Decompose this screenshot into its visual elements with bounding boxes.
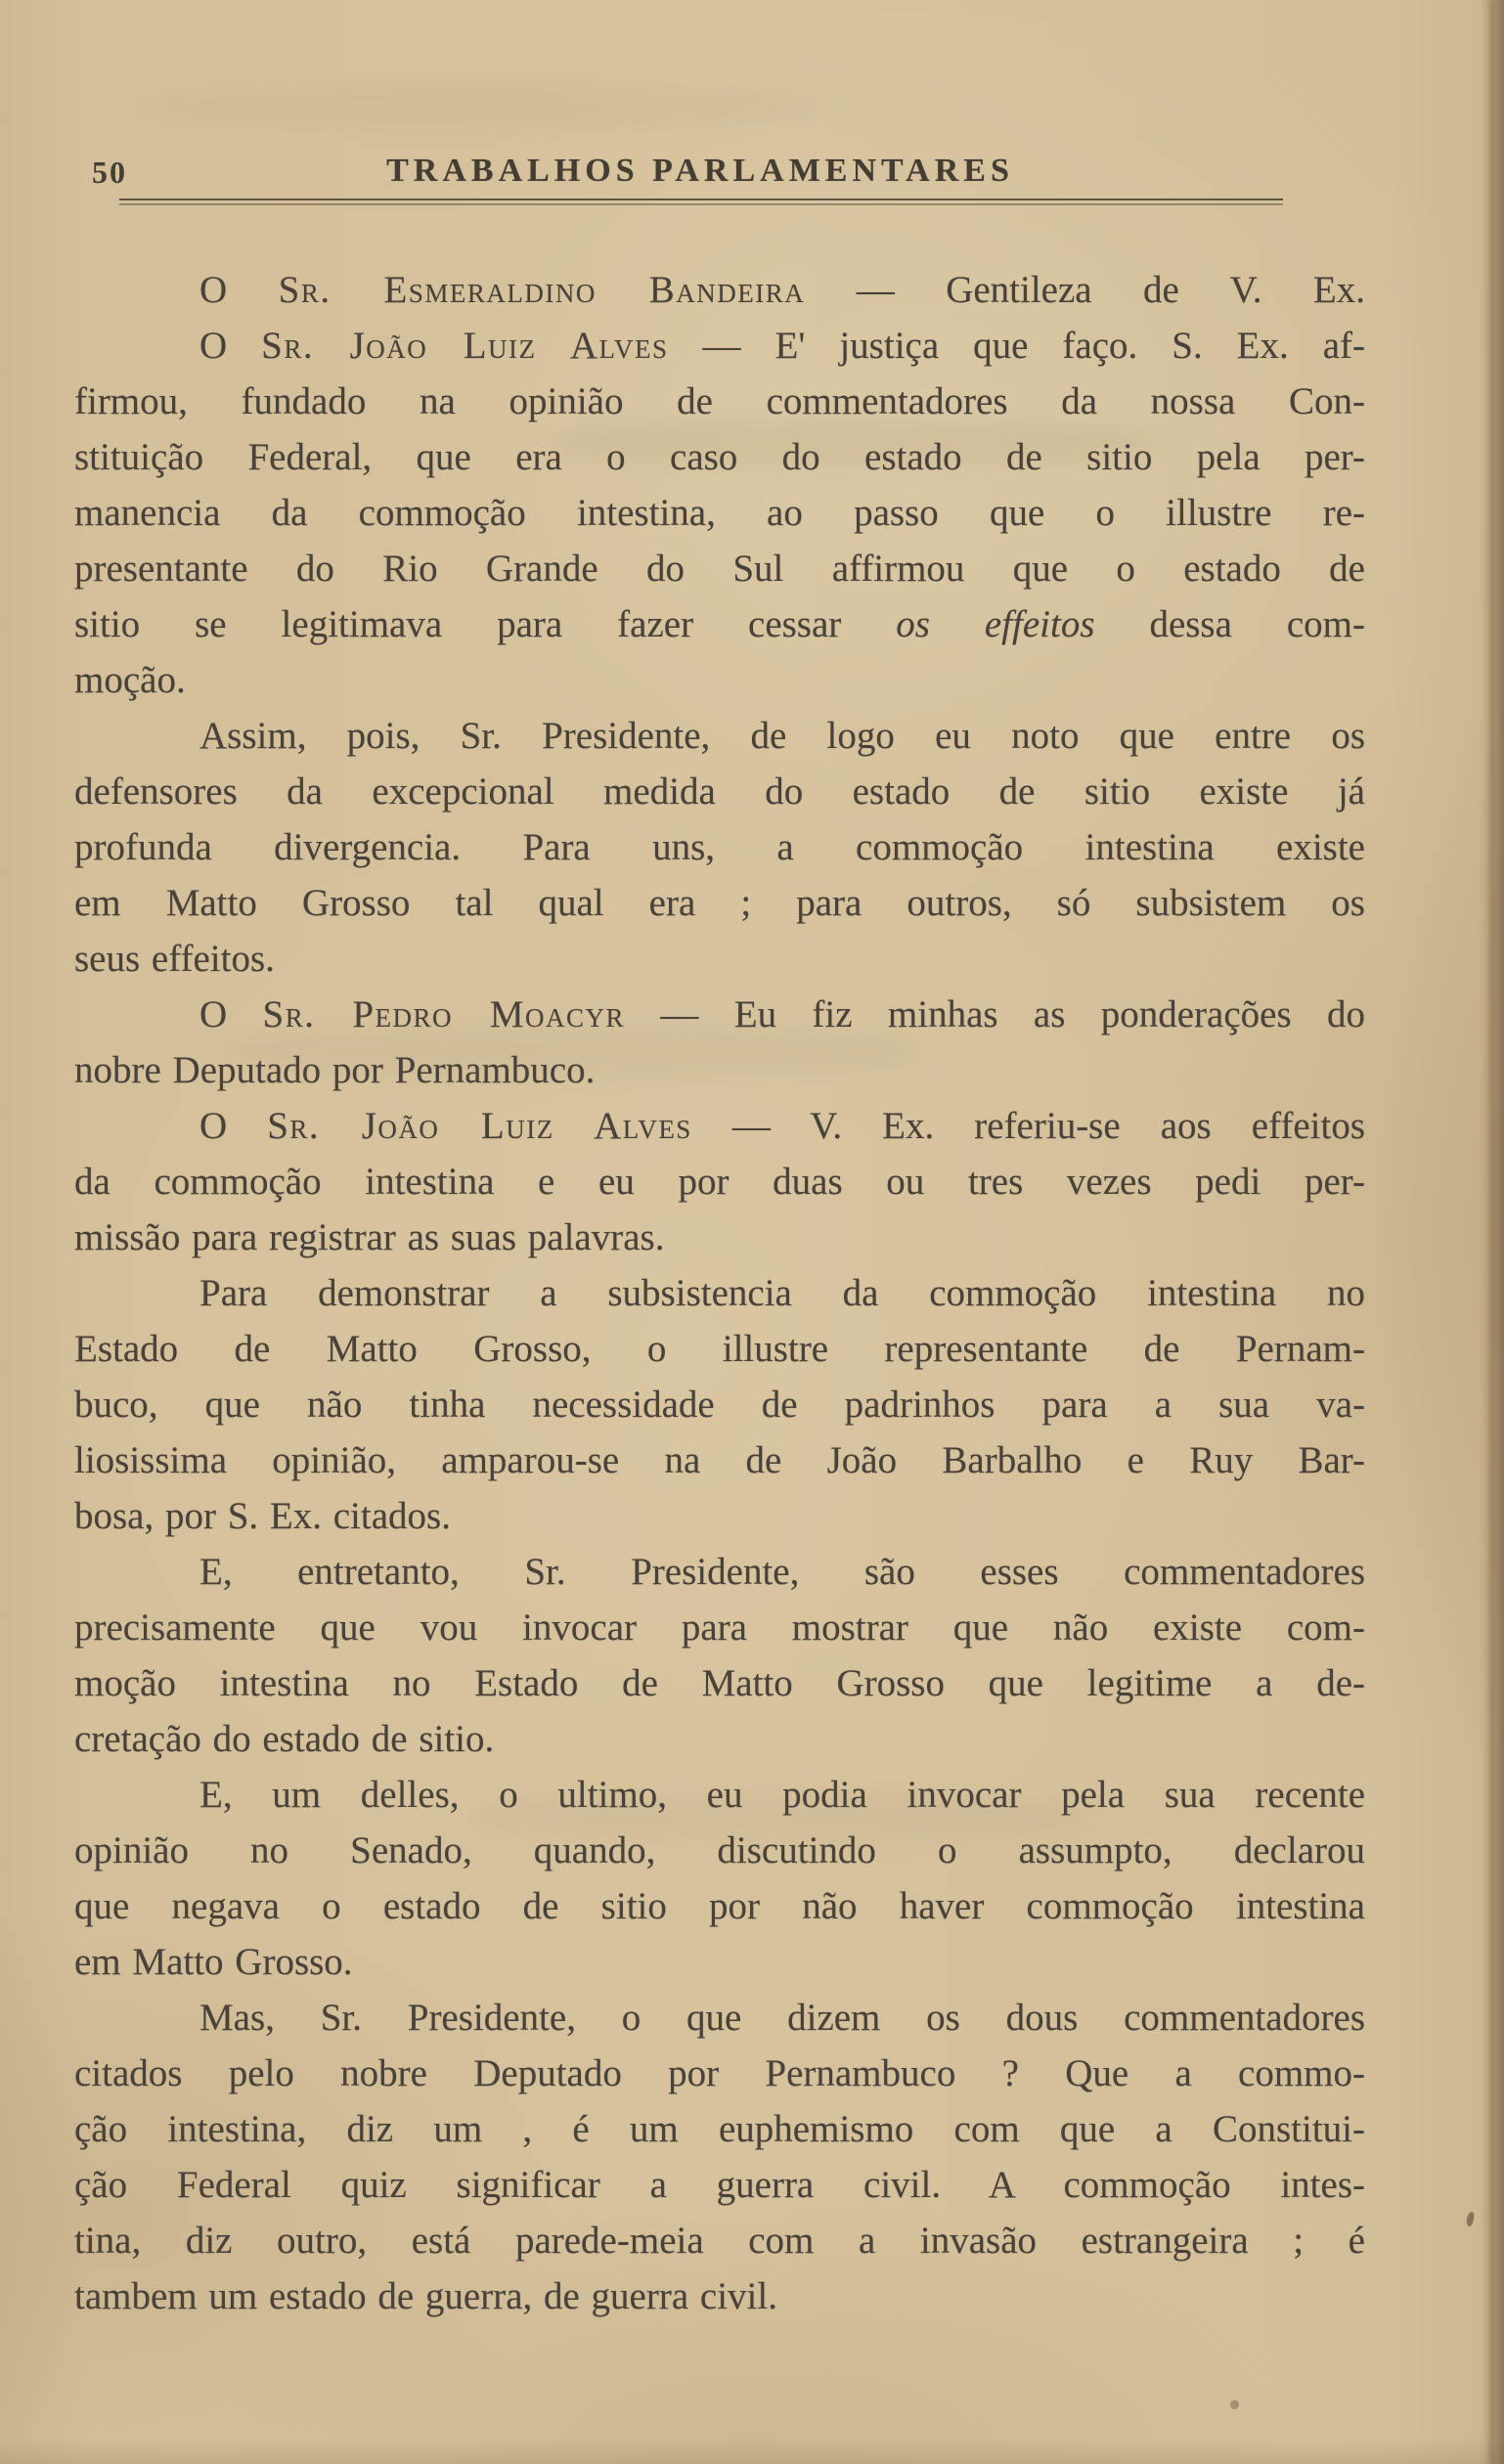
text-block <box>74 262 1365 2324</box>
page-number: 50 <box>92 154 127 190</box>
text-line <box>74 1042 1365 1098</box>
text-line <box>74 819 1365 875</box>
text-segment: em Matto Grosso tal qual era ; para outros, só subsistem os <box>74 882 1365 924</box>
text-line <box>74 1823 1365 1878</box>
text-segment: O <box>199 325 262 367</box>
text-line <box>74 1154 1365 1210</box>
text-line <box>74 1878 1365 1934</box>
text-line <box>74 1990 1365 2046</box>
text-line <box>74 374 1365 429</box>
text-line <box>74 652 1365 708</box>
text-line <box>74 764 1365 819</box>
text-segment: O <box>199 269 279 311</box>
text-line <box>74 596 1365 652</box>
running-title: TRABALHOS PARLAMENTARES <box>386 153 1014 189</box>
text-segment: tambem um estado de guerra, de guerra civil. <box>74 2275 777 2317</box>
text-segment: que negava o estado de sitio por não haver commoção intestina <box>74 1885 1365 1927</box>
page-edge-shadow <box>0 2439 1504 2464</box>
text-line <box>74 262 1365 318</box>
text-segment: O <box>199 1105 268 1147</box>
text-segment: — Eu fiz minhas as ponderações do <box>625 993 1365 1035</box>
text-line <box>74 1711 1365 1767</box>
speaker-name: Sr. João Luiz Alves <box>267 1105 692 1147</box>
speaker-name: Sr. João Luiz Alves <box>261 325 669 367</box>
text-segment: nobre Deputado por Pernambuco. <box>74 1049 596 1091</box>
text-segment: precisamente que vou invocar para mostrar que não existe com- <box>74 1606 1365 1649</box>
text-segment: liosissima opinião, amparou-se na de João Barbalho e Ruy Bar- <box>74 1439 1365 1481</box>
speaker-name: Sr. Pedro Moacyr <box>262 993 626 1035</box>
text-line <box>74 1265 1365 1321</box>
text-segment: E, entretanto, Sr. Presidente, são esses commentadores <box>199 1551 1365 1593</box>
text-segment: da commoção intestina e eu por duas ou tres vezes pedi per- <box>74 1161 1365 1203</box>
text-line <box>74 1600 1365 1655</box>
text-segment: profunda divergencia. Para uns, a commoção intestina existe <box>74 826 1365 868</box>
text-segment: manencia da commoção intestina, ao passo que o illustre re- <box>74 492 1365 534</box>
text-line <box>74 875 1365 931</box>
text-line <box>74 485 1365 541</box>
text-segment: os effeitos <box>896 603 1095 645</box>
text-segment: — Gentileza de V. Ex. <box>805 269 1365 311</box>
text-segment: sitio se legitimava para fazer cessar <box>74 603 897 645</box>
text-line <box>74 1377 1365 1432</box>
text-segment: moção intestina no Estado de Matto Grosso que legitime a de- <box>74 1662 1365 1704</box>
text-segment: Assim, pois, Sr. Presidente, de logo eu noto que entre os <box>199 715 1365 757</box>
text-segment: — E' justiça que faço. S. Ex. af- <box>668 325 1366 367</box>
text-segment: em Matto Grosso. <box>74 1941 353 1983</box>
text-line <box>74 2268 1365 2324</box>
paper-mottle <box>137 88 821 127</box>
text-line <box>74 2213 1365 2268</box>
text-line <box>74 1934 1365 1990</box>
text-segment: seus effeitos. <box>74 938 275 980</box>
text-line <box>74 1432 1365 1488</box>
text-line <box>74 1098 1365 1154</box>
text-line <box>74 318 1365 374</box>
text-segment: citados pelo nobre Deputado por Pernambuco ? Que a commo- <box>74 2052 1365 2094</box>
header-rule <box>119 198 1283 205</box>
text-segment: E, um delles, o ultimo, eu podia invocar pela sua recente <box>199 1774 1365 1816</box>
text-segment: defensores da excepcional medida do estado de sitio existe já <box>74 770 1365 813</box>
speaker-name: Sr. Esmeraldino Bandeira <box>278 269 806 311</box>
text-segment: firmou, fundado na opinião de commentadores da nossa Con- <box>74 380 1365 422</box>
text-line <box>74 1767 1365 1823</box>
text-line <box>74 1544 1365 1600</box>
text-segment: — V. Ex. referiu-se aos effeitos <box>691 1105 1365 1147</box>
text-segment: buco, que não tinha necessidade de padrinhos para a sua va- <box>74 1384 1365 1426</box>
text-segment: stituição Federal, que era o caso do estado de sitio pela per- <box>74 436 1365 478</box>
text-segment: ção Federal quiz significar a guerra civil. A commoção intes- <box>74 2164 1365 2206</box>
text-segment: cretação do estado de sitio. <box>74 1718 495 1760</box>
ink-speck <box>1465 2211 1475 2226</box>
text-line <box>74 1488 1365 1544</box>
text-line <box>74 541 1365 596</box>
text-segment: tina, diz outro, está parede-meia com a invasão estrangeira ; é <box>74 2220 1365 2262</box>
text-line <box>74 2157 1365 2213</box>
text-segment: dessa com- <box>1094 603 1365 645</box>
text-segment: opinião no Senado, quando, discutindo o assumpto, declarou <box>74 1829 1365 1871</box>
text-segment: Mas, Sr. Presidente, o que dizem os dous commentadores <box>199 1997 1365 2039</box>
text-segment: missão para registrar as suas palavras. <box>74 1216 665 1258</box>
text-line <box>74 1210 1365 1265</box>
text-segment: moção. <box>74 659 186 701</box>
text-line <box>74 2101 1365 2157</box>
text-line <box>74 708 1365 764</box>
text-line <box>74 429 1365 485</box>
page-edge-shadow <box>1479 0 1504 2464</box>
text-line <box>74 931 1365 987</box>
text-line <box>74 987 1365 1042</box>
text-segment: bosa, por S. Ex. citados. <box>74 1495 451 1537</box>
text-line <box>74 1655 1365 1711</box>
text-segment: Para demonstrar a subsistencia da commoção intestina no <box>199 1272 1365 1314</box>
text-segment: O <box>199 993 263 1035</box>
text-segment: ção intestina, diz um , é um euphemismo com que a Constitui- <box>74 2108 1365 2150</box>
text-segment: presentante do Rio Grande do Sul affirmou que o estado de <box>74 548 1365 590</box>
ink-speck <box>1229 2399 1241 2411</box>
text-line <box>74 2046 1365 2101</box>
text-segment: Estado de Matto Grosso, o illustre representante de Pernam- <box>74 1328 1365 1370</box>
text-line <box>74 1321 1365 1377</box>
